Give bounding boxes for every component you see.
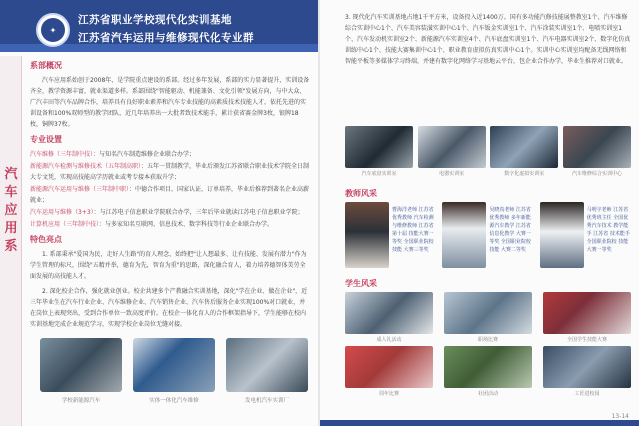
bottom-band — [320, 420, 639, 426]
teachers-title: 教师风采 — [345, 189, 377, 198]
teacher-photo — [540, 202, 584, 268]
major-item: 汽车运用与维修（3+3）：与江苏电子信息职业学院联合办学，三年后毕业就读江苏电子信息职业学院； — [30, 209, 304, 216]
students-title: 学生风采 — [345, 279, 377, 288]
lab-photo: 数字化虚拟实训室 — [490, 126, 558, 177]
photo-ev-car — [40, 338, 122, 392]
left-page — [0, 0, 318, 426]
teacher-photo — [345, 202, 389, 268]
photo-workshop — [133, 338, 215, 392]
photo-caption: 发电机汽车实训厂 — [244, 398, 289, 404]
page-number: 13-14 — [611, 413, 629, 420]
lab-photo: 汽车底盘实训室 — [345, 126, 413, 177]
lab-photo: 汽车维修综合实训中心 — [563, 126, 631, 177]
teacher-card: 马明宇老师 江苏省优秀班主任 全国优秀汽车技术 教学能手 江苏省 技术能手 全国职业院校 技能大赛一等奖 — [540, 202, 631, 274]
right-content — [345, 12, 631, 71]
major-item: 新能源汽车检测与维修技术（五年制高职）：五年一贯制教学，毕业后颁发江苏省联合职业技术学院全日制大专文凭，实现高技能高学历就业或考专接本获取升学； — [30, 163, 310, 181]
header-title-line2: 江苏省汽车运用与维修现代化专业群 — [78, 32, 254, 44]
lab-photo: 电器实训室 — [418, 126, 486, 177]
lab-photos — [345, 126, 631, 177]
teacher-photo — [442, 202, 486, 268]
feature-item: 1. 系部秉承"爱国为民，走好人生路"的育人理念，始终把"让人想最多、让有技能、发展有潜力"作为学生管理的标尺，围绕"五精并举，德育为先，智育为重"的思路，深化融合育人，着力培养德智体美劳全面发展的高技能人才。 — [30, 251, 307, 280]
photo-training-hall — [226, 338, 308, 392]
majors-title: 专业设置 — [30, 135, 62, 144]
header-title-line1: 江苏省职业学校现代化实训基地 — [78, 14, 232, 26]
left-content — [30, 58, 310, 334]
teacher-card: 曹海洋老师 江苏省优秀教师 汽车检测与维修教师 江苏省第十届 技能大赛一等奖 全国职业院校技能 大赛三等奖 — [345, 202, 436, 274]
header-band — [0, 0, 318, 52]
student-photo: 成人礼活动 — [345, 292, 433, 343]
student-photo: 工匠进校园 — [543, 346, 631, 397]
majors-list — [30, 149, 310, 230]
side-title: 汽 车 应 用 系 — [4, 167, 18, 254]
facility-text: 3. 现代化汽车实训基地占地1千平方米，设备投入近1400万。国有多功能汽修技能展整教室1个、汽车维修综合实训中心1个、汽车美容装潢实训中心1个、汽车钣金实训室1个、汽车涂装实训室1个、电喷实训室1个、汽车发动机实训室2个、新能源汽车实训室4个、汽车底盘实训室1个、汽车电器实训室2个、数字化仿真训练中心1个、技能大赛集训中心1个、职业教育虚拟仿真实训中心1个。实训中心实训室均配备无线网络和智能平板等多媒体学习终端，并建有数字化网络学习基地云平台，包企业合作办学，毕业生推荐对口就业。 — [345, 14, 631, 65]
student-photos — [345, 292, 631, 400]
side-strip — [0, 56, 22, 426]
major-item: 汽车维修（三年制中技）：与知名汽车制造维修企业联合办学； — [30, 151, 196, 158]
features-title: 特色亮点 — [30, 235, 62, 244]
student-photo: 职场比赛 — [444, 292, 532, 343]
logo-icon: ✦ — [41, 18, 65, 42]
left-photos — [40, 338, 308, 392]
student-photo: 社团活动 — [444, 346, 532, 397]
major-item: 新能源汽车运用与维修（三年制中职）：中德合作项目，国家认证，订单培养，毕业后推荐到著名企业高薪就业； — [30, 186, 310, 204]
feature-item: 2. 深化校企合作，强化就业创业。校企共建多个产教融合实训基地，深化"学在企业、做在企业"，近三年毕业生在汽车行业企业、汽车维修企业、汽车销售企业、汽车售后服务企业实现100%对口就业，并在岗位上表现突出，受到合作单位一致高度评价。在校企一体化育人的合作框架指导下，学生能够在校内实训基地完成企业规范学习，实现学校企业岗位无缝对接。 — [30, 288, 308, 328]
photo-caption: 学校新能源汽车 — [61, 398, 101, 404]
student-photo: 周年比赛 — [345, 346, 433, 397]
school-logo — [36, 13, 70, 47]
overview-title: 系部概况 — [30, 61, 62, 70]
student-photo: 全国学生技能大赛 — [543, 292, 631, 343]
teachers-row — [345, 202, 631, 274]
major-item: 计算机应用（三年制中技）：与多家知名互联网、信息技术、数字科技等行业企业联合办学。 — [30, 221, 274, 228]
teacher-card: 吴晓真老师 江苏省优秀教师 多年新能源汽车教学 江苏省信息化教学 大赛一等奖 全国职业院校技能 大赛二等奖 — [442, 202, 533, 274]
overview-text: 汽车应用系始创于2008年，是学院重点建设的系部。经过多年发展，系部的实力显著提升，实训设备齐全，教学资源丰富，就业渠道多样。系部围绕"智能驱动、机能兼备、文化引领"发展方向，与中大众、广汽丰田等汽车品牌合作，培养具有良好职业素养和汽车专业技能的高素质技术技能人才，依托先进的实训设备和100%双师型的教学团队，近几年培养出一大批者致技术能手，累计获省赛金牌3枚，银牌18枚，铜牌37枚。 — [30, 77, 310, 128]
photo-caption: 实体一体化汽车维修 — [149, 398, 199, 404]
